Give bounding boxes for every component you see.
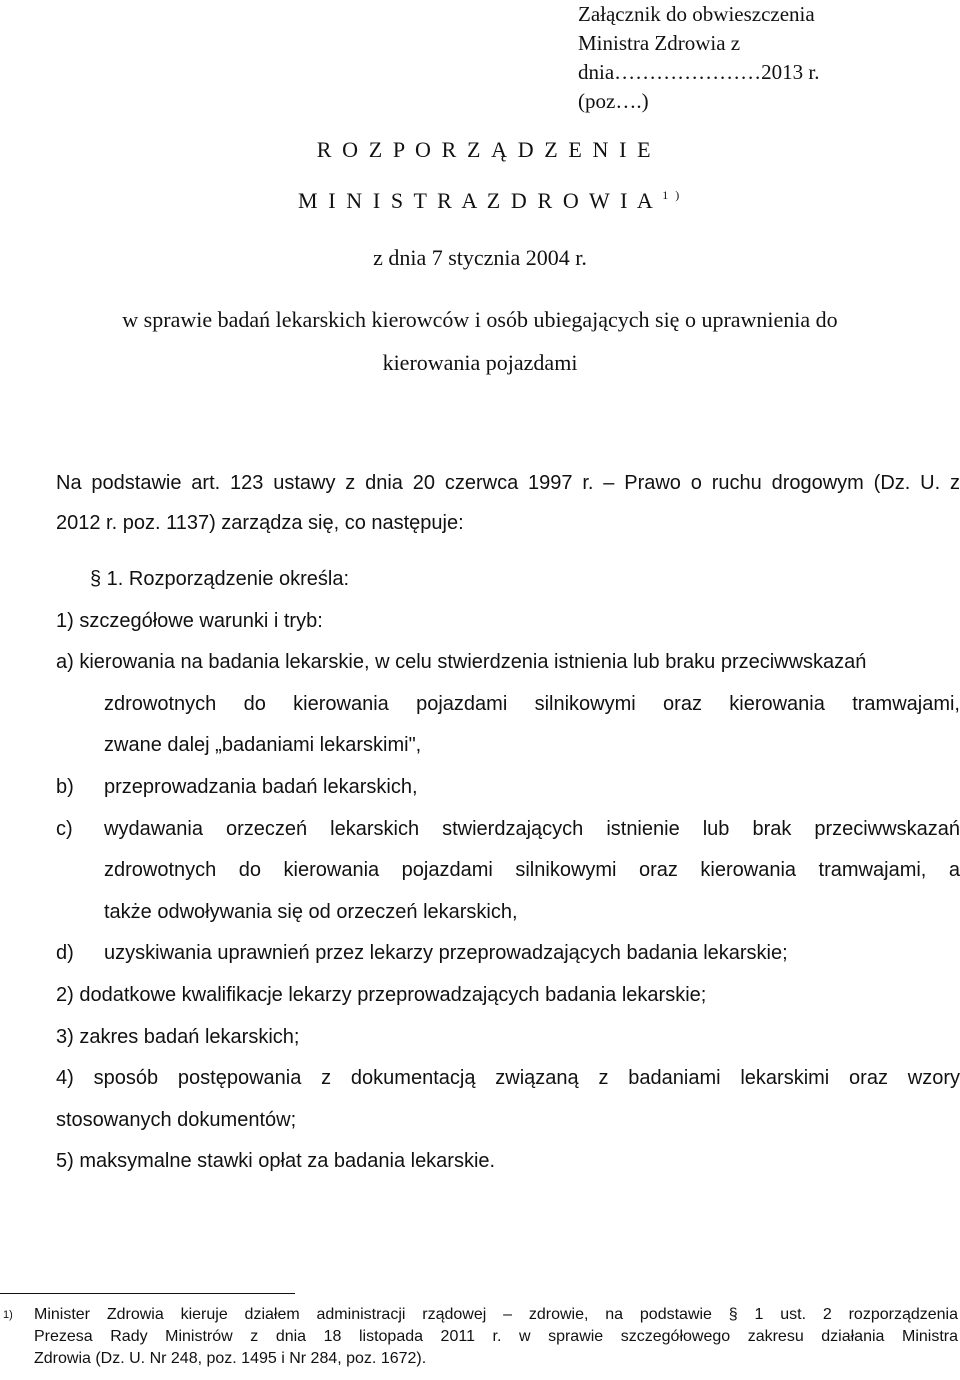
item-1: 1) szczegółowe warunki i tryb: (56, 609, 323, 632)
annex-header (578, 0, 820, 116)
item-d-text: uzyskiwania uprawnień przez lekarzy przeprowadzających badania lekarskie; (104, 942, 788, 965)
item-a (56, 642, 960, 684)
subject-line-2: kierowania pojazdami (382, 350, 578, 375)
section-1-heading: § 1. Rozporządzenie określa: (90, 568, 350, 590)
footnote-line-1: Minister Zdrowia kieruje działem administracji rządowej – zdrowie, na podstawie § 1 ust. 2 rozporządzenia (34, 1306, 958, 1323)
issuer-footnote-ref: 1 ) (662, 188, 682, 202)
item-5: 5) maksymalne stawki opłat za badania lekarskie. (56, 1150, 496, 1173)
item-b (56, 767, 960, 809)
issuer-name: M I N I S T R A Z D R O W I A (298, 188, 655, 213)
act-subject (0, 298, 960, 384)
item-c-line-1: wydawania orzeczeń lekarskich stwierdzających istnienie lub brak przeciwwskazań (104, 817, 960, 840)
item-d (56, 933, 960, 975)
item-a-line-2: zdrowotnych do kierowania pojazdami silnikowymi oraz kierowania tramwajami, (104, 692, 960, 715)
intro-line-2: 2012 r. poz. 1137) zarządza się, co następuje: (56, 512, 464, 534)
item-a-line-3: zwane dalej „badaniami lekarskimi", (104, 734, 422, 757)
intro-line-1: Na podstawie art. 123 ustawy z dnia 20 czerwca 1997 r. – Prawo o ruchu drogowym (Dz. U. z (56, 472, 960, 494)
item-c-line-3: także odwoływania się od orzeczeń lekarskich, (104, 900, 518, 923)
annex-line-2: Ministra Zdrowia z (578, 31, 741, 55)
item-b-label: b) (56, 775, 74, 798)
act-type-title: R O Z P O R Z Ą D Z E N I E (316, 137, 654, 162)
footnote (3, 1304, 958, 1370)
item-c-line-2: zdrowotnych do kierowania pojazdami silnikowymi oraz kierowania tramwajami, a (104, 859, 960, 882)
section-1 (56, 559, 960, 1183)
item-c (56, 809, 960, 851)
item-4-line-1: 4) sposób postępowania z dokumentacją związaną z badaniami lekarskimi oraz wzory (56, 1067, 960, 1090)
footnote-mark: 1) (3, 1309, 13, 1321)
footnote-line-3: Zdrowia (Dz. U. Nr 248, poz. 1495 i Nr 284, poz. 1672). (34, 1350, 427, 1367)
item-b-text: przeprowadzania badań lekarskich, (104, 775, 418, 798)
item-c-label: c) (56, 817, 73, 840)
subject-line-1: w sprawie badań lekarskich kierowców i osób ubiegających się o uprawnienia do (122, 307, 838, 332)
issuer-title (298, 188, 681, 214)
annex-line-1: Załącznik do obwieszczenia (578, 2, 815, 26)
item-4-line-2: stosowanych dokumentów; (56, 1108, 297, 1131)
item-d-label: d) (56, 942, 74, 965)
footnote-separator (0, 1293, 295, 1294)
legal-basis-paragraph (56, 463, 960, 543)
footnote-body (3, 1304, 958, 1370)
item-3: 3) zakres badań lekarskich; (56, 1025, 300, 1048)
act-date: z dnia 7 stycznia 2004 r. (373, 245, 587, 270)
item-a-line-1: kierowania na badania lekarskie, w celu stwierdzenia istnienia lub braku przeciwwskazań (79, 651, 867, 674)
annex-line-4: (poz….) (578, 89, 649, 113)
annex-line-3: dnia…………………2013 r. (578, 60, 820, 84)
item-a-label: a) (56, 651, 74, 674)
footnote-line-2: Prezesa Rady Ministrów z dnia 18 listopada 2011 r. w sprawie szczegółowego zakresu działania Ministra (34, 1328, 958, 1345)
item-2: 2) dodatkowe kwalifikacje lekarzy przeprowadzających badania lekarskie; (56, 983, 707, 1006)
